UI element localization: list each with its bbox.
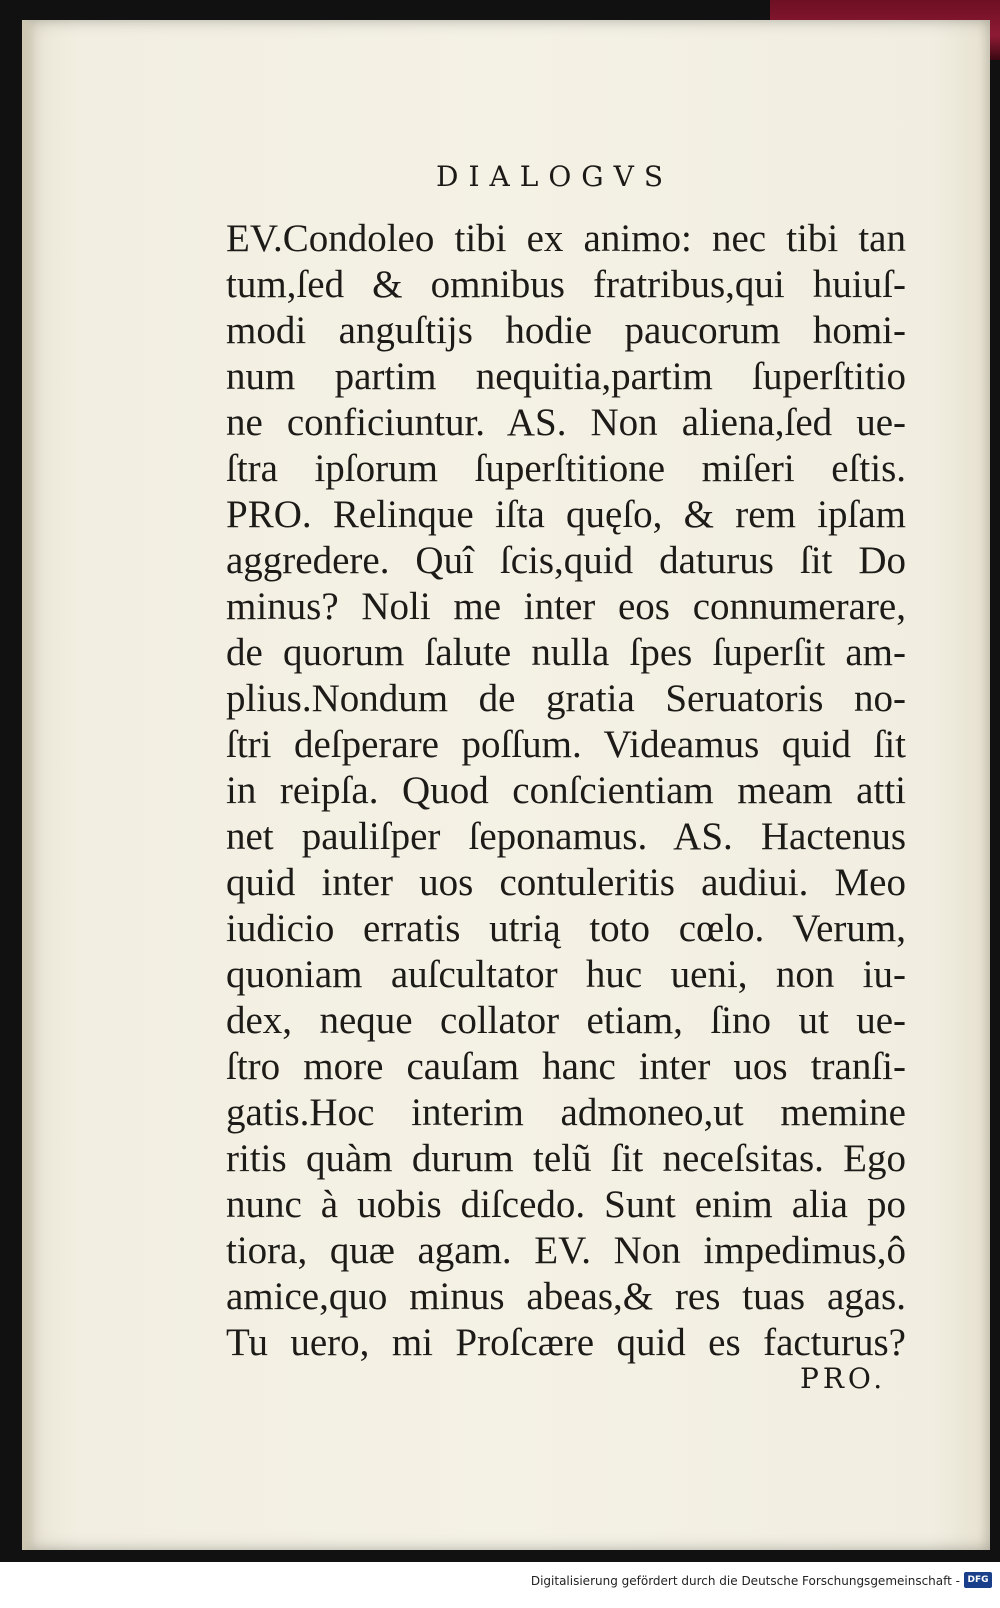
text-line: aggredere. Quî ſcis,quid daturus ſit Do xyxy=(226,539,906,582)
text-line: ſtra ipſorum ſuperſtitione miſeri eſtis. xyxy=(226,447,906,490)
text-line: ne conficiuntur. AS. Non aliena,ſed ue- xyxy=(226,401,906,444)
text-line: quid inter uos contuleritis audiui. Meo xyxy=(226,861,906,904)
text-line: dex, neque collator etiam, ſino ut ue- xyxy=(226,999,906,1042)
text-line: plius.Nondum de gratia Seruatoris no- xyxy=(226,677,906,720)
digitization-credit: Digitalisierung gefördert durch die Deutsche Forschungsgemeinschaft - xyxy=(530,1574,960,1588)
text-line: tiora, quæ agam. EV. Non impedimus,ô xyxy=(226,1229,906,1272)
text-line: quoniam auſcultator huc ueni, non iu- xyxy=(226,953,906,996)
text-line: Tu uero, mi Proſcære quid es facturus? xyxy=(226,1321,906,1364)
text-line: modi anguſtijs hodie paucorum homi- xyxy=(226,309,906,352)
page-gutter-shadow xyxy=(22,20,36,1550)
text-line: num partim nequitia,partim ſuperſtitio xyxy=(226,355,906,398)
catchword: PRO. xyxy=(800,1362,887,1395)
text-line: net pauliſper ſeponamus. AS. Hactenus xyxy=(226,815,906,858)
text-line: in reipſa. Quod conſcientiam meam atti xyxy=(226,769,906,812)
text-line: PRO. Relinque iſta quęſo, & rem ipſam xyxy=(226,493,906,536)
running-head: DIALOGVS xyxy=(436,160,674,193)
dfg-logo: DFG xyxy=(964,1572,992,1588)
text-line: nunc à uobis diſcedo. Sunt enim alia po xyxy=(226,1183,906,1226)
body-text xyxy=(226,216,906,1366)
text-line: iudicio erratis utrią toto cœlo. Verum, xyxy=(226,907,906,950)
text-line: EV.Condoleo tibi ex animo: nec tibi tan xyxy=(226,217,906,260)
text-line: tum,ſed & omnibus fratribus,qui huiuſ- xyxy=(226,263,906,306)
text-line: minus? Noli me inter eos connumerare, xyxy=(226,585,906,628)
text-line: ſtro more cauſam hanc inter uos tranſi- xyxy=(226,1045,906,1088)
text-line: ſtri deſperare poſſum. Videamus quid ſit xyxy=(226,723,906,766)
text-line: ritis quàm durum telũ ſit neceſsitas. Ego xyxy=(226,1137,906,1180)
text-line: gatis.Hoc interim admoneo,ut memine xyxy=(226,1091,906,1134)
text-line: de quorum ſalute nulla ſpes ſuperſit am- xyxy=(226,631,906,674)
text-line: amice,quo minus abeas,& res tuas agas. xyxy=(226,1275,906,1318)
